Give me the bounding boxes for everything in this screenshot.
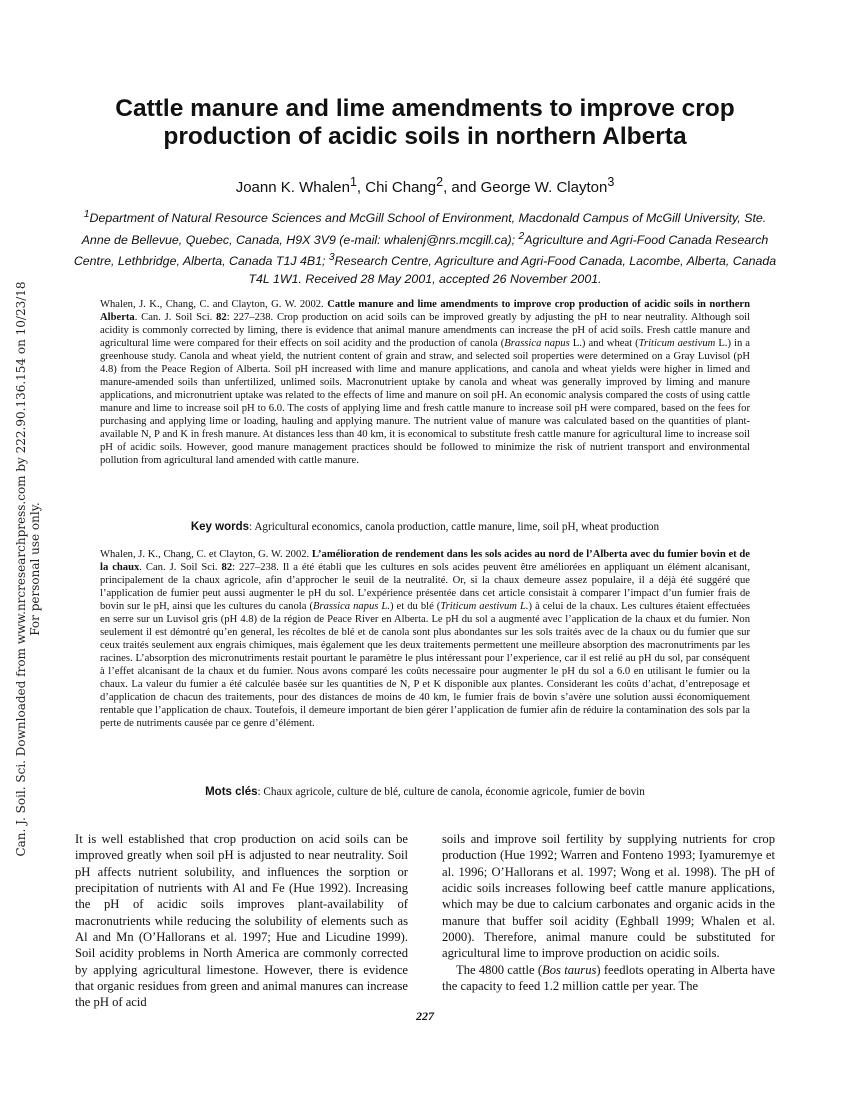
author-separator: , and <box>443 179 481 196</box>
download-notice-line2: For personal use only. <box>28 502 42 636</box>
keywords-text: : Chaux agricole, culture de blé, culture de canola, économie agricole, fumier de bovin <box>257 786 645 798</box>
species-name: Brassica napus L. <box>312 601 390 612</box>
abstract-text: Crop production on acid soils can be improved greatly by adjusting the pH to near neutrality. Although soil acidity is commonly corrected by liming, there is evidence that animal manure amendments can increase the pH of acid soils. Fresh cattle manure and agricultural lime were compared for their effects on soil acidity and the production of canola ( <box>100 312 751 349</box>
body-paragraph <box>442 962 775 995</box>
affiliations <box>72 206 778 288</box>
abstract-text: ) à celui de la chaux. Les cultures étaient effectuées en serre sur un Luvisol gris (pH 4.8) de la région de Peace River en Alberta. Le pH du sol a augmenté avec l’application de la chaux et du fumier. Non seulement il est démontré qu’en general, les récoltes de blé et de canola sont plus abondantes sur les sols traités avec de la chaux ou du fumier que sur ceux traités seulement aux engrais chimiques, mais également que les deux traitements permettent une meilleure absorption des macronutriments par les racines. L’absorption des micronutriments restait pourtant le paramètre le plus intéressant pour l’experience, car il est relié au pH du sol, par conséquent à l’effet alcanisant de la chaux et du fumier. Nous avons comparé les coûts necessaire pour augmenter le pH du sol a 6.0 en utilisant le fumier ou la chaux. La valeur du fumier a été calculée basée sur les quantities de N, P et K disponible aux plantes. Considerant les coûts d’achat, d’entreposage et d’application de chacun des traitements, pour des distances de moins de 40 km, le fumier frais de bovin s’avère une solution aussi économiquement rentable que l’application de chaux. Toutefois, il demeure important de bien gérer l’application de fumier afin de réduire la contamination des sols par la perte de nutriments causée par ce genre d’élément. <box>100 601 750 729</box>
affiliation-marker: 1 <box>83 209 90 220</box>
abstract-english <box>100 298 750 467</box>
species-name: Triticum aestivum L. <box>440 601 529 612</box>
citation-pages: : 227–238. <box>226 312 277 323</box>
citation-title: L’amélioration de rendement dans les sols acides au nord de l’Alberta avec du fumier bovin et de la chaux <box>100 549 750 573</box>
abstract-text: Il a été établi que les cultures en sols acides peuvent être améliorées en appliquant un élément alcanisant, principalement de la chaux agricole, afin d’approcher le seuil de la neutralité. Or, si la chaux demeure assez populaire, il a déjà été suggéré que l’application de fumier peut aussi augmenter le pH du sol. L’expérience présentée dans cet article consistait à comparer l’impact d’un fumier frais de bovin sur le pH, ainsi que les cultures du canola ( <box>100 562 751 612</box>
keywords-label: Mots clés <box>205 786 258 798</box>
abstract-text: L.) in a greenhouse study. Canola and wheat yield, the nutrient content of grain and straw, and selected soil properties were determined on a Gray Luvisol (pH 4.8) from the Peace Region of Alberta. Soil pH increased with lime and manure applications, and canola and wheat yields were higher in limed and manure-amended soils than unfertilized, unlimed soils. Macronutrient uptake by canola and wheat was generally improved by liming and manure applications, and micronutrient uptake was related to the effects of lime and manure on soil pH. An economic analysis compared the costs of using cattle manure and lime to increase soil pH to 6.0. The costs of applying lime and fresh cattle manure to increase soil pH were compared, based on the fees for purchasing and applying lime or loading, hauling and applying manure. The nutrient value of manure was calculated based on the quantities of plant-available N, P and K in fresh manure. At distances less than 40 km, it is economical to substitute fresh cattle manure for agricultural lime to increase soil pH of acidic soils. However, good manure management practices should be followed to minimize the risk of nutrient transport and environmental pollution from agricultural land amended with cattle manure. <box>100 338 750 466</box>
species-name: Brassica napus <box>504 338 570 349</box>
body-paragraph: soils and improve soil fertility by supplying nutrients for crop production (Hue 1992; Warren and Fonteno 1993; Iyamuremye et al. 1996; O’Hallorans et al. 1997; Wong et al. 1998). The pH of acidic soils increases following beef cattle manure applications, which may be due to calcium carbonates and organic acids in the manure that buffer soil acidity (Eghball 1999; Whalen et al. 2000). Therefore, animal manure could be substituted for agricultural lime to improve production on acidic soils. <box>442 832 775 961</box>
abstract-french <box>100 548 750 730</box>
affiliation-marker: 3 <box>328 252 335 264</box>
species-name: Bos taurus <box>542 962 597 977</box>
keywords-text: : Agricultural economics, canola production, cattle manure, lime, soil pH, wheat production <box>249 521 660 533</box>
author-separator: , <box>356 179 366 196</box>
keywords-label: Key words <box>190 521 250 533</box>
author-affiliation-marker: 3 <box>607 175 615 189</box>
keywords-french <box>100 785 750 799</box>
body-column-left <box>75 831 408 1011</box>
paragraph-text: The 4800 cattle ( <box>456 962 543 977</box>
abstract-text: ) et du blé ( <box>389 601 441 612</box>
download-notice-line1: Can. J. Soil. Sci. Downloaded from www.nrcresearchpress.com by 222.90.136.154 on 10/23/18 <box>14 281 28 857</box>
author-affiliation-marker: 2 <box>436 175 444 189</box>
citation-journal: . Can. J. Soil Sci. <box>134 312 217 323</box>
author-name: Joann K. Whalen <box>235 179 350 196</box>
citation-volume: 82 <box>221 562 233 573</box>
author-name: George W. Clayton <box>480 179 608 196</box>
affiliation-marker: 2 <box>518 230 525 242</box>
citation-volume: 82 <box>216 312 227 323</box>
author-affiliation-marker: 1 <box>349 175 357 189</box>
keywords-english <box>100 520 750 534</box>
body-paragraph: It is well established that crop production on acid soils can be improved greatly when soil pH is adjusted to near neutrality. Soil pH affects nutrient solubility, and influences the sorption or precipitation of nutrients with Al and Fe (Hue 1992). Increasing the pH of acidic soils improves plant-availability of macronutrients while reducing the solubility of elements such as Al and Mn (O’Hallorans et al. 1997; Hue and Licudine 1999). Soil acidity problems in North America are commonly corrected by applying agricultural limestone. However, there is evidence that organic residues from green and animal manures can increase the pH of acid <box>75 832 408 1010</box>
abstract-text: L.) and wheat ( <box>569 338 639 349</box>
citation-authors: Whalen, J. K., Chang, C. et Clayton, G. W. 2002. <box>100 549 312 560</box>
author-name: Chi Chang <box>365 179 437 196</box>
affiliation-text: Research Centre, Agriculture and Agri-Food Canada, Lacombe, Alberta, Canada T4L 1W1. Received 28 May 2001, accepted 26 November 2001. <box>248 254 777 286</box>
citation-title: Cattle manure and lime amendments to improve crop production of acidic soils in northern Alberta <box>100 299 751 323</box>
article-title: Cattle manure and lime amendments to improve crop production of acidic soils in northern Alberta <box>115 95 735 150</box>
citation-authors: Whalen, J. K., Chang, C. and Clayton, G. W. 2002. <box>100 299 328 310</box>
download-notice <box>14 159 42 979</box>
page-number: 227 <box>416 1009 434 1023</box>
affiliation-text: Department of Natural Resource Sciences and McGill School of Environment, Macdonald Campus of McGill University, Ste. Anne de Bellevue, Quebec, Canada, H9X 3V9 (e-mail: whalenj@nrs.mcgill.ca); <box>81 211 767 247</box>
citation-journal: . Can. J. Soil Sci. <box>139 562 222 573</box>
paragraph-text: ) feedlots operating in Alberta have the capacity to feed 1.2 million cattle per year. The <box>442 962 776 994</box>
citation-pages: : 227–238. <box>232 562 283 573</box>
body-column-right <box>442 831 775 994</box>
affiliation-text: Agriculture and Agri-Food Canada Research Centre, Lethbridge, Alberta, Canada T1J 4B1; <box>73 232 769 269</box>
author-list <box>60 172 790 198</box>
species-name: Triticum aestivum <box>638 338 716 349</box>
